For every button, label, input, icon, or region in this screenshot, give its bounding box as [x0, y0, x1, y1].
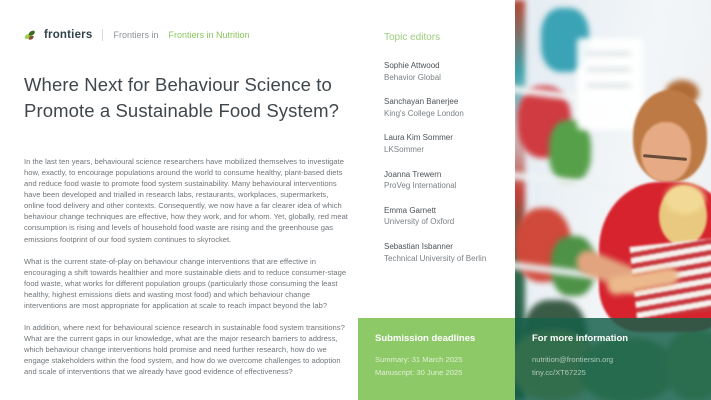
editor-entry: [384, 96, 510, 119]
header-brand: [24, 28, 250, 41]
deadline-list: [375, 353, 498, 380]
editor-affiliation: LKSommer: [384, 144, 425, 154]
brand-divider: [102, 29, 103, 41]
topic-editors-section: [384, 32, 510, 277]
topic-shortlink[interactable]: tiny.cc/XT67225: [532, 368, 586, 378]
more-information-box: [515, 318, 711, 400]
body-paragraph: In the last ten years, behavioural science researchers have mobilized themselves to investigate how, exactly, to encourage populations around the world to consume healthy, plant-based diets and reduce food waste to promote food system sustainability. Many behavioural interventions have been developed and trialled in research labs, restaurants, workplaces, supermarkets, online food delivery and other contexts. Consequently, we now have a far clearer idea of which behaviour change techniques are effective, how they work, and for whom. Yet, globally, red meat consumption is rising and levels of household food waste are rising and the greenhouse gas emissions footprint of our food system continues to skyrocket.: [24, 157, 348, 244]
editor-affiliation: ProVeg International: [384, 181, 457, 191]
submission-deadlines-box: [358, 318, 515, 400]
body-copy: [24, 156, 348, 388]
contact-email-link[interactable]: nutrition@frontiersin.org: [532, 355, 614, 364]
photo-price-sign: [577, 38, 643, 130]
editor-list: [384, 60, 510, 264]
editor-name: Sophie Attwood: [384, 61, 440, 70]
more-information-heading: For more information: [532, 333, 629, 344]
deadline-item: Manuscript: 30 June 2025: [375, 368, 463, 378]
editor-name: Emma Garnett: [384, 205, 437, 215]
editor-name: Sanchayan Banerjee: [384, 97, 459, 107]
editor-entry: [384, 132, 510, 155]
editor-entry: [384, 60, 510, 83]
deadline-item: Summary: 31 March 2025: [375, 355, 463, 364]
submission-deadlines-heading: Submission deadlines: [375, 333, 476, 344]
topic-editors-heading: Topic editors: [384, 32, 441, 43]
editor-entry: [384, 205, 510, 228]
editor-name: Joanna Trewern: [384, 169, 442, 179]
editor-affiliation: Technical University of Berlin: [384, 253, 487, 263]
editor-affiliation: Behavior Global: [384, 72, 441, 82]
series-prefix: Frontiers in: [113, 29, 159, 40]
photo-child-hair: [665, 184, 705, 214]
editor-entry: [384, 169, 510, 192]
body-paragraph: In addition, where next for behavioural science research in sustainable food system transitions? What are the current gaps in our knowledge, what are the major research barriers to address, which behaviour change interventions hold promise and need further research, how do we engage stakeholders within the food system, and how do we overcome challenges to adoption and scale of interventions that we already have good evidence of effectiveness?: [24, 323, 345, 377]
journal-name: Frontiers in Nutrition: [168, 29, 250, 40]
editor-name: Laura Kim Sommer: [384, 133, 453, 143]
frontiers-wordmark: frontiers: [44, 28, 93, 41]
editor-name: Sebastian Isbanner: [384, 241, 453, 251]
editor-affiliation: University of Oxford: [384, 217, 455, 227]
photo-shopper-face: [641, 122, 691, 182]
page-title: Where Next for Behaviour Science to Promote a Sustainable Food System?: [24, 74, 339, 121]
editor-affiliation: King's College London: [384, 108, 464, 118]
frontiers-logo-icon: [24, 28, 37, 41]
body-paragraph: What is the current state-of-play on behaviour change interventions that are effective in encouraging a shift towards healthier and more sustainable diets and to reduce consumer-stage food waste, what works for different population groups (particularly those consuming the least healthy, highest emissions diets and wasting most food) and which behaviour change interventions are most appropriate for application at scale to reach impact beyond the lab?: [24, 256, 347, 310]
editor-entry: [384, 241, 510, 264]
